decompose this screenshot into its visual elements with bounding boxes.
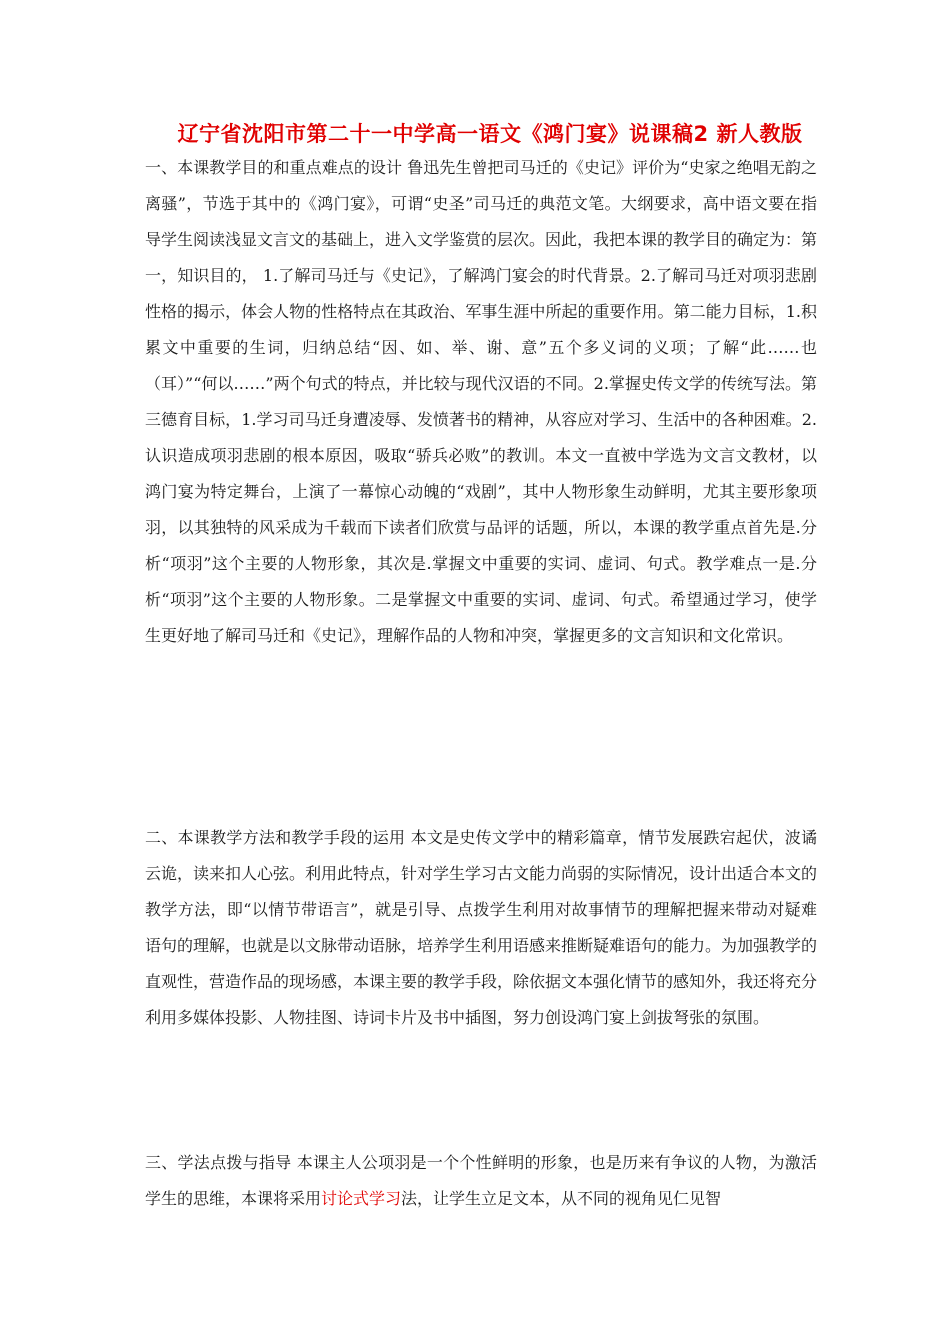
paragraph-text-end: 法，让学生立足文本，从不同的视角见仁见智	[401, 1189, 722, 1208]
paragraph-learning-guidance	[145, 1145, 817, 1217]
paragraph-teaching-goals: 一、本课教学目的和重点难点的设计 鲁迅先生曾把司马迁的《史记》评价为“史家之绝唱无韵之离骚”，节选于其中的《鸿门宴》，可谓“史圣”司马迁的典范文笔。大纲要求，高中语文要在指导学生阅读浅显文言文的基础上，进入文学鉴赏的层次。因此，我把本课的教学目的确定为：第一，知识目的， 1.了解司马迁与《史记》，了解鸿门宴会的时代背景。2.了解司马迁对项羽悲剧性格的揭示，体会人物的性格特点在其政治、军事生涯中所起的重要作用。第二能力目标，1.积累文中重要的生词，归纳总结“因、如、举、谢、意”五个多义词的义项；了解“此……也（耳）”“何以……”两个句式的特点，并比较与现代汉语的不同。2.掌握史传文学的传统写法。第三德育目标，1.学习司马迁身遭凌辱、发愤著书的精神，从容应对学习、生活中的各种困难。2.认识造成项羽悲剧的根本原因，吸取“骄兵必败”的教训。本文一直被中学选为文言文教材，以鸿门宴为特定舞台，上演了一幕惊心动魄的“戏剧”，其中人物形象生动鲜明，尤其主要形象项羽，以其独特的风采成为千载而下读者们欣赏与品评的话题，所以，本课的教学重点首先是.分析“项羽”这个主要的人物形象，其次是.掌握文中重要的实词、虚词、句式。教学难点一是.分析“项羽”这个主要的人物形象。二是掌握文中重要的实词、虚词、句式。希望通过学习，使学生更好地了解司马迁和《史记》，理解作品的人物和冲突，掌握更多的文言知识和文化常识。	[145, 158, 818, 645]
paragraph-teaching-methods: 二、本课教学方法和教学手段的运用 本文是史传文学中的精彩篇章，情节发展跌宕起伏，波谲云诡，读来扣人心弦。利用此特点，针对学生学习古文能力尚弱的实际情况，设计出适合本文的教学方法，即“以情节带语言”，就是引导、点拨学生利用对故事情节的理解把握来带动对疑难语句的理解，也就是以文脉带动语脉，培养学生利用语感来推断疑难语句的能力。为加强教学的直观性，营造作品的现场感，本课主要的教学手段，除依据文本强化情节的感知外，我还将充分利用多媒体投影、人物挂图、诗词卡片及书中插图，努力创设鸿门宴上剑拔弩张的氛围。	[145, 828, 818, 1027]
document-title: 辽宁省沈阳市第二十一中学高一语文《鸿门宴》说课稿2 新人教版	[177, 122, 803, 146]
highlighted-term: 讨论式学习	[321, 1189, 402, 1208]
paragraph-text-start: 三、学法点拨与指导 本课主人公项羽是一个个性鲜明的形象，也是历来有争议的人物，为激活学生的思维，本课将采用	[145, 1153, 817, 1208]
